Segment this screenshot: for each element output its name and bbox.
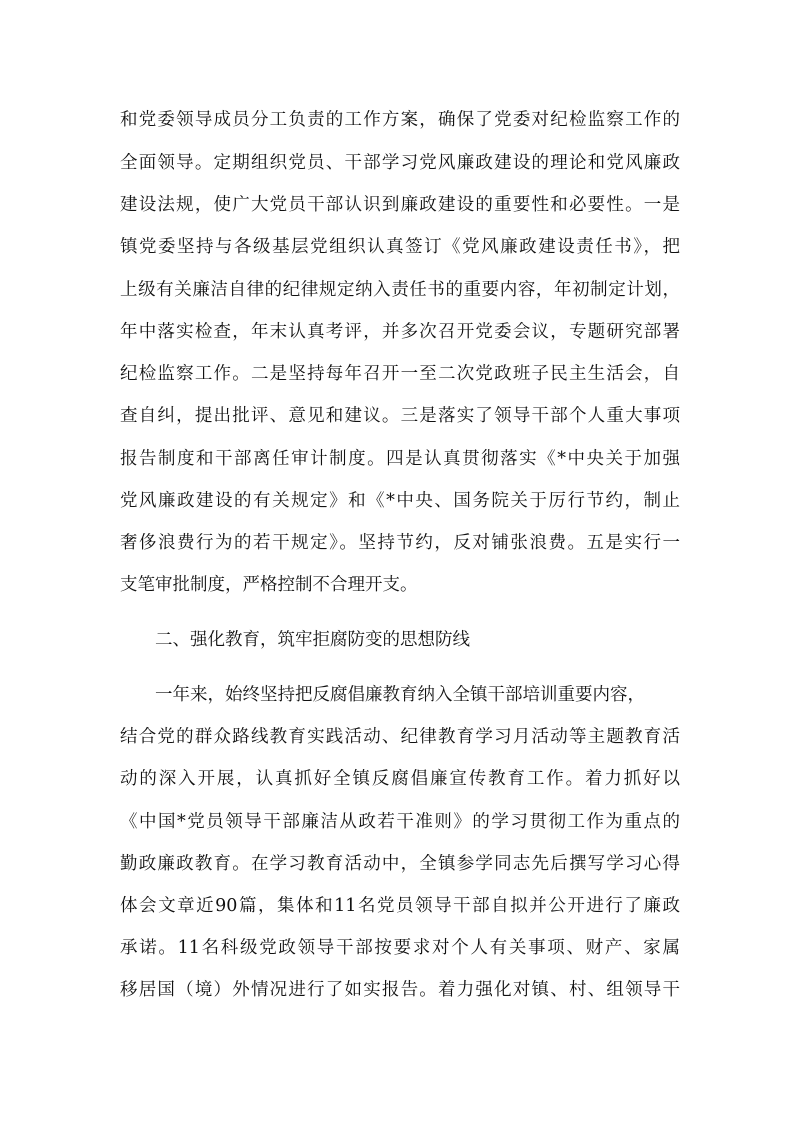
section-heading: 二、强化教育，筑牢拒腐防变的思想防线 xyxy=(155,630,470,650)
paragraph-line: 建设法规，使广大党员干部认识到廉政建设的重要性和必要性。一是 xyxy=(120,195,680,215)
paragraph-line: 移居国（境）外情况进行了如实报告。着力强化对镇、村、组领导干 xyxy=(120,980,680,1000)
paragraph-line: 《中国*党员领导干部廉洁从政若干准则》的学习贯彻工作为重点的 xyxy=(120,812,680,832)
paragraph-line: 纪检监察工作。二是坚持每年召开一至二次党政班子民主生活会，自 xyxy=(120,364,680,384)
paragraph-line: 一年来，始终坚持把反腐倡廉教育纳入全镇干部培训重要内容， xyxy=(155,685,645,705)
paragraph-line: 勤政廉政教育。在学习教育活动中，全镇参学同志先后撰写学习心得 xyxy=(120,854,680,874)
paragraph-line: 党风廉政建设的有关规定》和《*中央、国务院关于厉行节约，制止 xyxy=(120,491,680,511)
paragraph-line: 结合党的群众路线教育实践活动、纪律教育学习月活动等主题教育活 xyxy=(120,727,680,747)
paragraph-line: 全面领导。定期组织党员、干部学习党风廉政建设的理论和党风廉政 xyxy=(120,153,680,173)
paragraph-line: 承诺。11名科级党政领导干部按要求对个人有关事项、财产、家属 xyxy=(120,938,680,958)
paragraph-line: 镇党委坚持与各级基层党组织认真签订《党风廉政建设责任书》，把 xyxy=(120,237,680,257)
paragraph-line: 查自纠，提出批评、意见和建议。三是落实了领导干部个人重大事项 xyxy=(120,406,680,426)
paragraph-line: 动的深入开展，认真抓好全镇反腐倡廉宣传教育工作。着力抓好以 xyxy=(120,769,680,789)
paragraph-line: 奢侈浪费行为的若干规定》。坚持节约，反对铺张浪费。五是实行一 xyxy=(120,533,680,553)
paragraph-line: 支笔审批制度，严格控制不合理开支。 xyxy=(120,575,418,595)
paragraph-line: 上级有关廉洁自律的纪律规定纳入责任书的重要内容，年初制定计划， xyxy=(120,280,680,300)
paragraph-line: 报告制度和干部离任审计制度。四是认真贯彻落实《*中央关于加强 xyxy=(120,449,680,469)
paragraph-line: 年中落实检查，年末认真考评，并多次召开党委会议，专题研究部署 xyxy=(120,322,680,342)
paragraph-line: 体会文章近90篇，集体和11名党员领导干部自拟并公开进行了廉政 xyxy=(120,896,680,916)
paragraph-line: 和党委领导成员分工负责的工作方案，确保了党委对纪检监察工作的 xyxy=(120,110,680,130)
